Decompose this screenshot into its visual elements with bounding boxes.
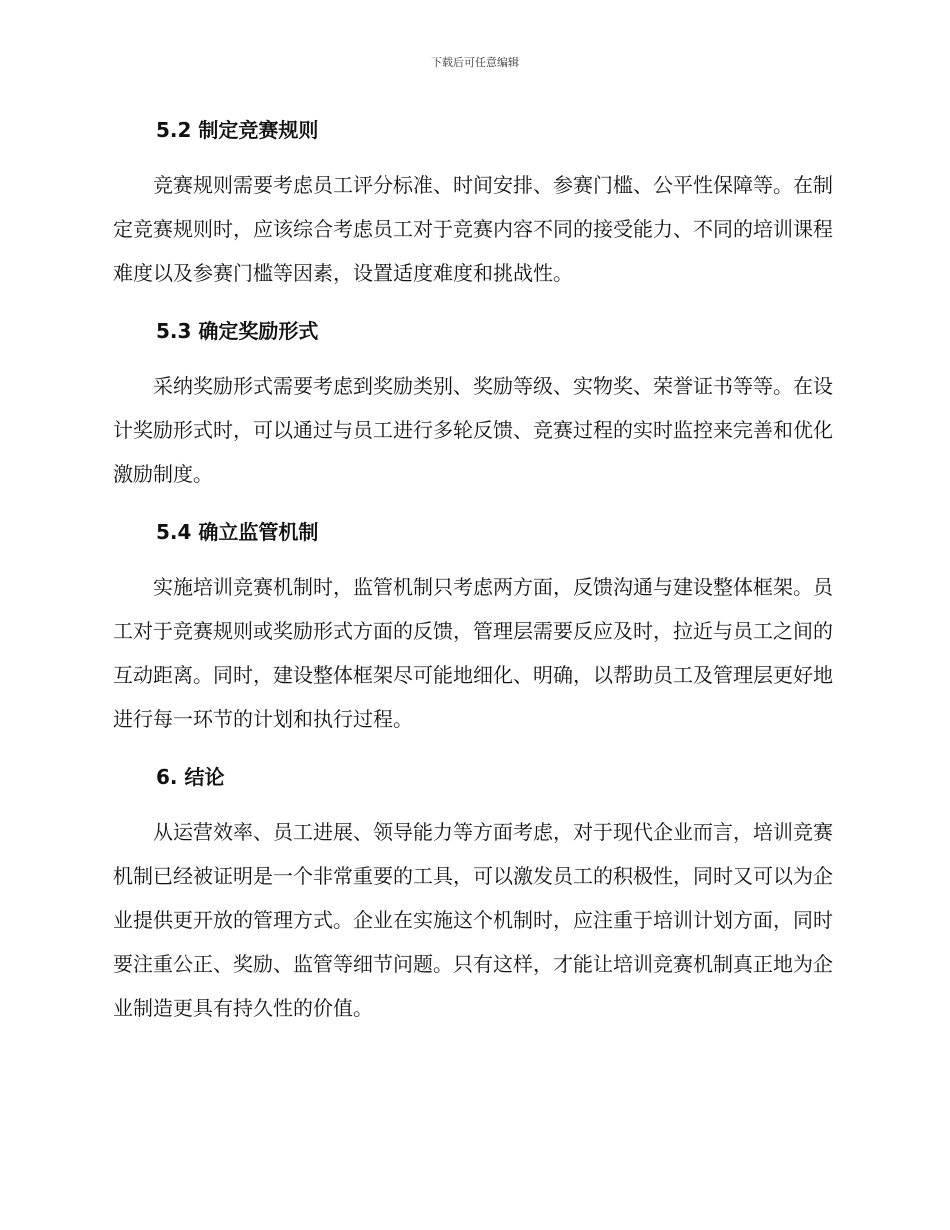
section-paragraph: 竞赛规则需要考虑员工评分标准、时间安排、参赛门槛、公平性保障等。在制定竞赛规则时，应该综合考虑员工对于竞赛内容不同的接受能力、不同的培训课程难度以及参赛门槛等因素，设置适度难度和挑战性。 — [113, 173, 833, 285]
page-header: 下载后可任意编辑 — [431, 56, 519, 69]
section-5-3 — [113, 311, 833, 496]
section-5-2 — [113, 110, 833, 295]
section-5-4 — [113, 512, 833, 741]
section-heading: 5.3 确定奖励形式 — [156, 319, 319, 343]
section-heading: 5.4 确立监管机制 — [156, 520, 319, 544]
section-paragraph: 从运营效率、员工进展、领导能力等方面考虑，对于现代企业而言，培训竞赛机制已经被证明是一个非常重要的工具，可以激发员工的积极性，同时又可以为企业提供更开放的管理方式。企业在实施这个机制时，应注重于培训计划方面，同时要注重公正、奖励、监管等细节问题。只有这样，才能让培训竞赛机制真正地为企业制造更具有持久性的价值。 — [113, 820, 833, 1020]
section-6-conclusion — [113, 757, 833, 1030]
document-body — [113, 110, 833, 1046]
section-heading: 6. 结论 — [156, 765, 225, 789]
section-paragraph: 实施培训竞赛机制时，监管机制只考虑两方面，反馈沟通与建设整体框架。员工对于竞赛规则或奖励形式方面的反馈，管理层需要反应及时，拉近与员工之间的互动距离。同时，建设整体框架尽可能地细化、明确，以帮助员工及管理层更好地进行每一环节的计划和执行过程。 — [113, 575, 833, 731]
section-paragraph: 采纳奖励形式需要考虑到奖励类别、奖励等级、实物奖、荣誉证书等等。在设计奖励形式时，可以通过与员工进行多轮反馈、竞赛过程的实时监控来完善和优化激励制度。 — [113, 374, 833, 486]
section-heading: 5.2 制定竞赛规则 — [156, 118, 319, 142]
